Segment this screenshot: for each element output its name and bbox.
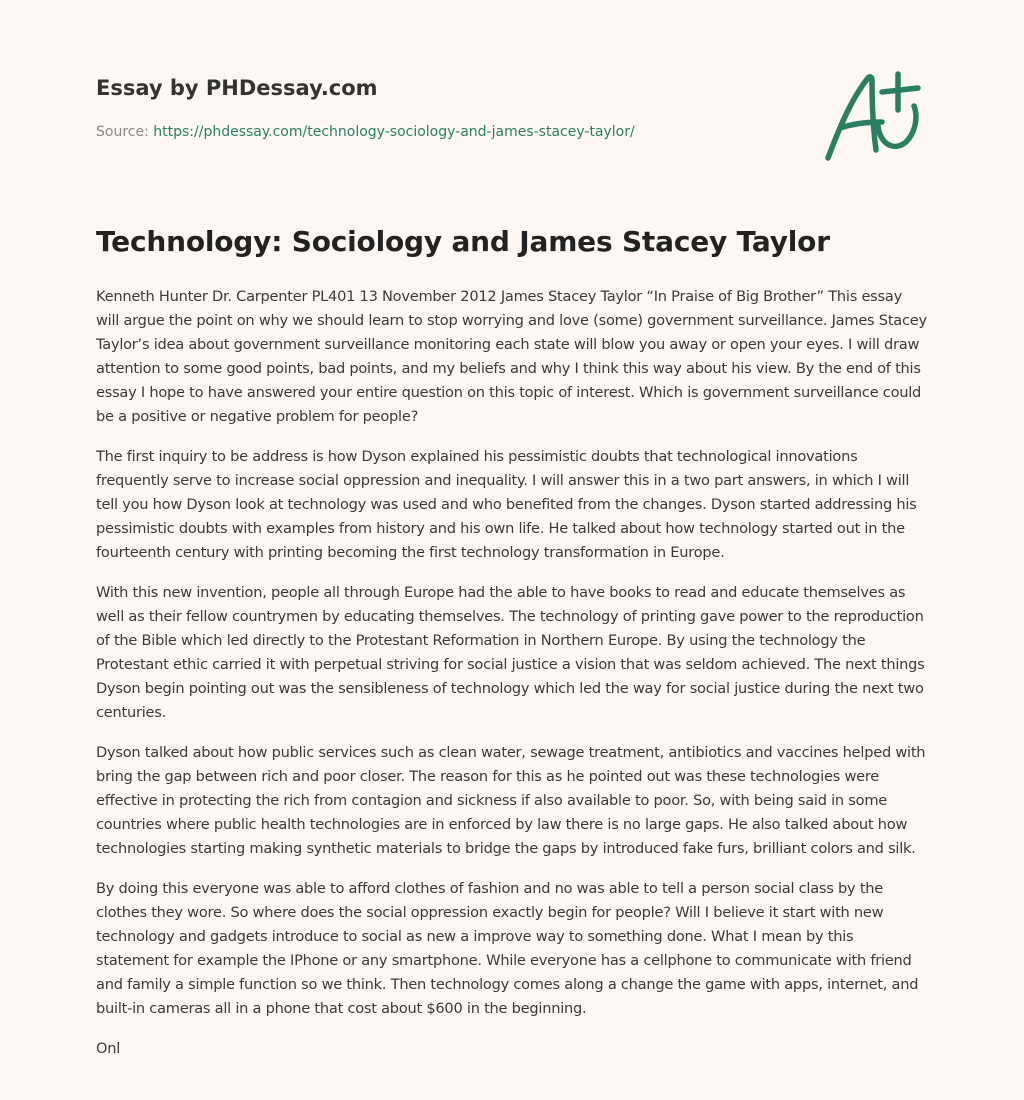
essay-title: Technology: Sociology and James Stacey Taylor xyxy=(96,225,830,258)
essay-body xyxy=(96,285,928,1077)
source-line xyxy=(96,124,635,140)
essay-paragraph: By doing this everyone was able to afford clothes of fashion and no was able to tell a person social class by the clothes they wore. So where does the social oppression exactly begin for people? Will I believe it start with new technology and gadgets introduce to social as new a improve way to something done. What I mean by this statement for example the IPhone or any smartphone. While everyone has a cellphone to communicate with friend and family a simple function so we think. Then technology comes along a change the game with apps, internet, and built-in cameras all in a phone that cost about $600 in the beginning. xyxy=(96,880,919,1017)
page-header xyxy=(96,0,928,200)
essay-paragraph: Dyson talked about how public services such as clean water, sewage treatment, antibiotics and vaccines helped with bring the gap between rich and poor closer. The reason for this as he pointed out was these technologies were effective in protecting the rich from contagion and sickness if also available to poor. So, with being said in some countries where public health technologies are in enforced by law there is no large gaps. He also talked about how technologies starting making synthetic materials to bridge the gaps by introduced fake furs, brilliant colors and silk. xyxy=(96,744,926,857)
essay-paragraph: Kenneth Hunter Dr. Carpenter PL401 13 November 2012 James Stacey Taylor “In Praise of Big Brother” This essay will argue the point on why we should learn to stop worrying and love (some) government surveillance. James Stacey Taylor’s idea about government surveillance monitoring each state will blow you away or open your eyes. I will draw attention to some good points, bad points, and my beliefs and why I think this way about his view. By the end of this essay I hope to have answered your entire question on this topic of interest. Which is government surveillance could be a positive or negative problem for people? xyxy=(96,288,927,425)
essay-page xyxy=(96,0,928,1057)
essay-paragraph: The first inquiry to be address is how Dyson explained his pessimistic doubts that technological innovations frequently serve to increase social oppression and inequality. I will answer this in a two part answers, in which I will tell you how Dyson look at technology was used and who benefited from the changes. Dyson started addressing his pessimistic doubts with examples from history and his own life. He talked about how technology started out in the fourteenth century with printing becoming the first technology transformation in Europe. xyxy=(96,448,917,561)
a-plus-grade-icon xyxy=(822,66,926,166)
essay-paragraph: With this new invention, people all through Europe had the able to have books to read and educate themselves as well as their fellow countrymen by educating themselves. The technology of printing gave power to the reproduction of the Bible which led directly to the Protestant Reformation in Northern Europe. By using the technology the Protestant ethic carried it with perpetual striving for social justice a vision that was seldom achieved. The next things Dyson begin pointing out was the sensibleness of technology which led the way for social justice during the next two centuries. xyxy=(96,584,925,721)
source-label: Source: xyxy=(96,124,149,140)
essay-paragraph-truncated: Onl xyxy=(96,1040,121,1057)
source-link[interactable]: https://phdessay.com/technology-sociology-and-james-stacey-taylor/ xyxy=(153,124,635,140)
site-brand: Essay by PHDessay.com xyxy=(96,76,378,100)
